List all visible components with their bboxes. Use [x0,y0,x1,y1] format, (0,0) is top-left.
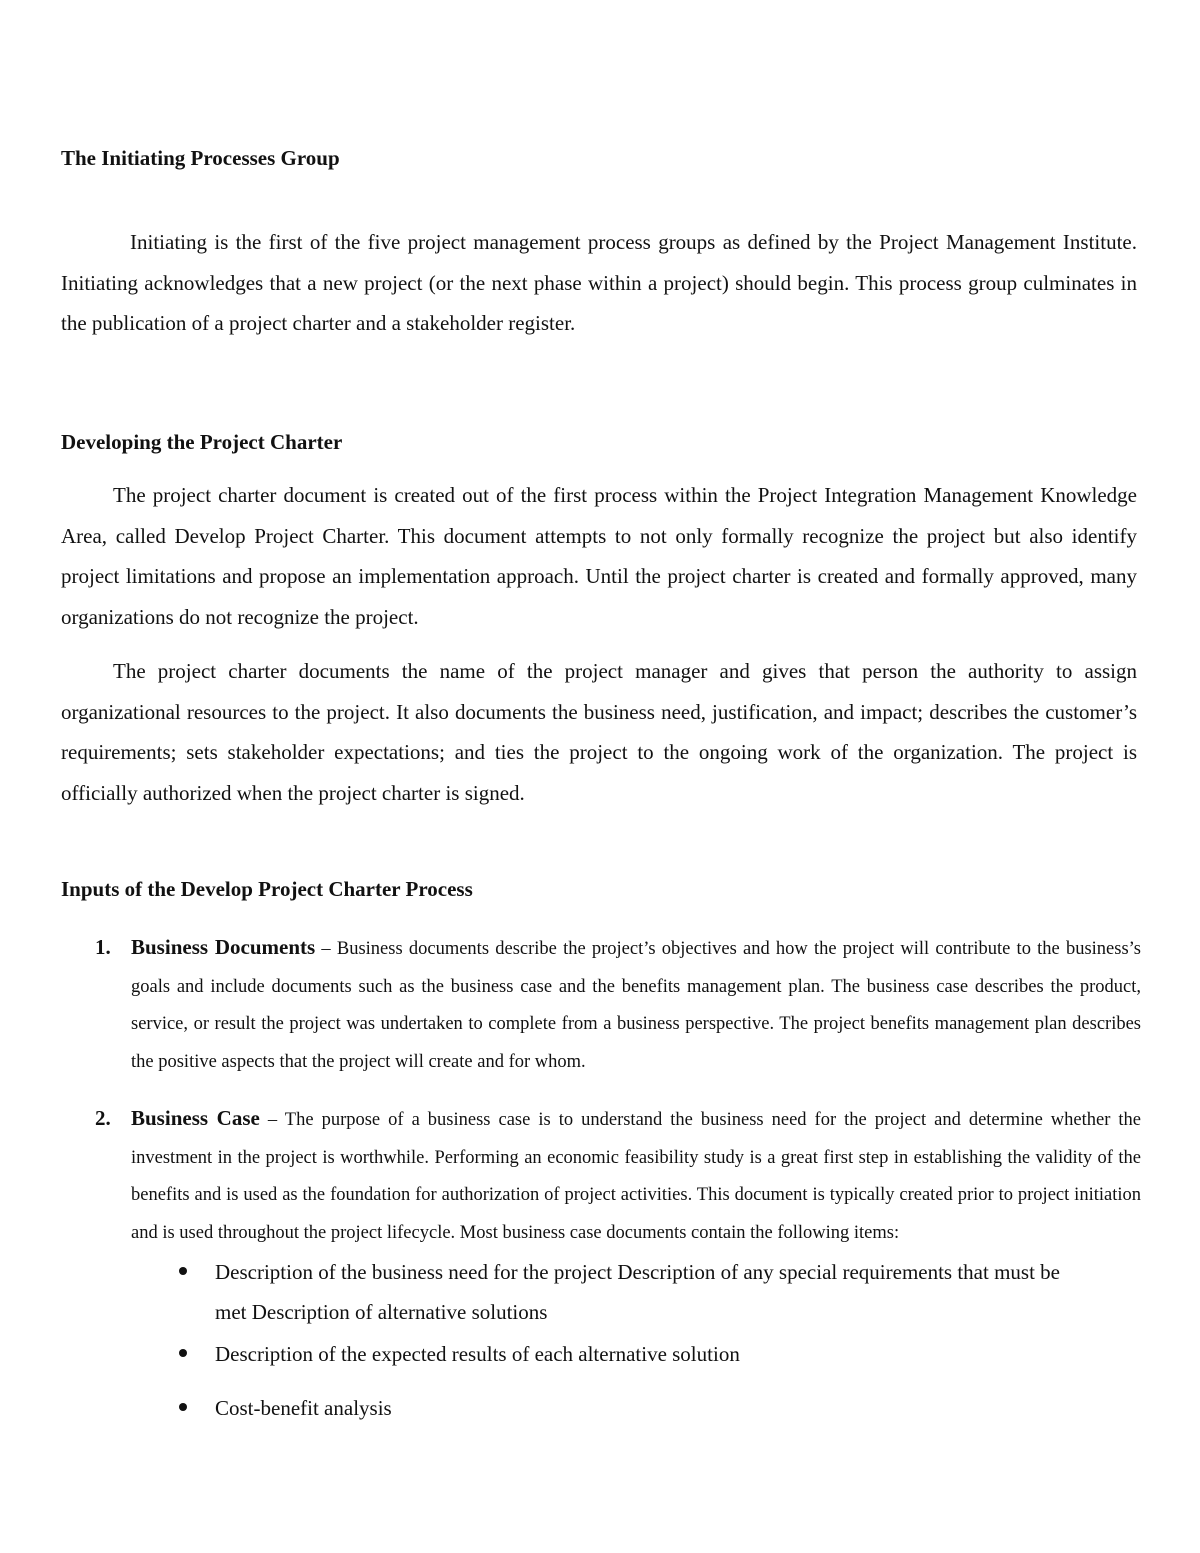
list-item-business-documents [95,929,1141,1081]
list-item-separator: – [315,939,337,959]
list-item-text: The purpose of a business case is to understand the business need for the project and determine whether the investment in the project is worthwhile. Performing an economic feasibility study is a great first step in establishing the validity of the benefits and is used as the foundation for authorization of project activities. This document is typically created prior to project initiation and is used throughout the project lifecycle. Most business case documents contain the following items: [131,1110,1142,1243]
section-heading-developing-project-charter: Developing the Project Charter [61,430,343,454]
bullet-item [215,1388,1095,1428]
list-item-number: 1. [95,935,111,959]
bullet-dot-icon [179,1267,187,1275]
bullet-dot-icon [179,1349,187,1357]
bullet-item-text: Cost-benefit analysis [215,1396,392,1420]
list-item-separator: – [259,1110,285,1130]
bullet-item [215,1334,1095,1374]
bullet-item-text: Description of the expected results of each alternative solution [215,1342,740,1366]
list-item-term: Business Documents [131,935,316,959]
inputs-list [95,929,1142,1428]
business-case-items-list [215,1252,1095,1428]
list-item-number: 2. [95,1106,111,1130]
paragraph-charter-creation: The project charter document is created out of the first process within the Project Integration Management Knowledge Area, called Develop Project Charter. This document attempts to not only formally recognize the project but also identify project limitations and propose an implementation approach. Until the project charter is created and formally approved, many organizations do not recognize the project. [61,483,1137,629]
paragraph-initiating-overview: Initiating is the first of the five project management process groups as defined by the Project Management Institute. Initiating acknowledges that a new project (or the next phase within a project) should begin. This process group culminates in the publication of a project charter and a stakeholder register. [61,230,1137,335]
section-heading-inputs: Inputs of the Develop Project Charter Process [61,877,473,901]
section-heading-initiating-processes-group: The Initiating Processes Group [61,146,340,170]
paragraph-charter-authority: The project charter documents the name of the project manager and gives that person the authority to assign organizational resources to the project. It also documents the business need, justification, and impact; describes the customer’s requirements; sets stakeholder expectations; and ties the project to the ongoing work of the organization. The project is officially authorized when the project charter is signed. [61,659,1137,805]
bullet-item [215,1252,1095,1332]
bullet-dot-icon [179,1403,187,1411]
bullet-item-text: Description of the business need for the project Description of any special requirements that must be met Description of alternative solutions [215,1260,1061,1324]
list-item-term: Business Case [131,1106,260,1130]
list-item-text: Business documents describe the project’s objectives and how the project will contribute to the business’s goals and include documents such as the business case and the benefits management plan. The business case describes the product, service, or result the project was undertaken to complete from a business perspective. The project benefits management plan describes the positive aspects that the project will create and for whom. [131,939,1141,1072]
list-item-business-case [95,1100,1142,1428]
